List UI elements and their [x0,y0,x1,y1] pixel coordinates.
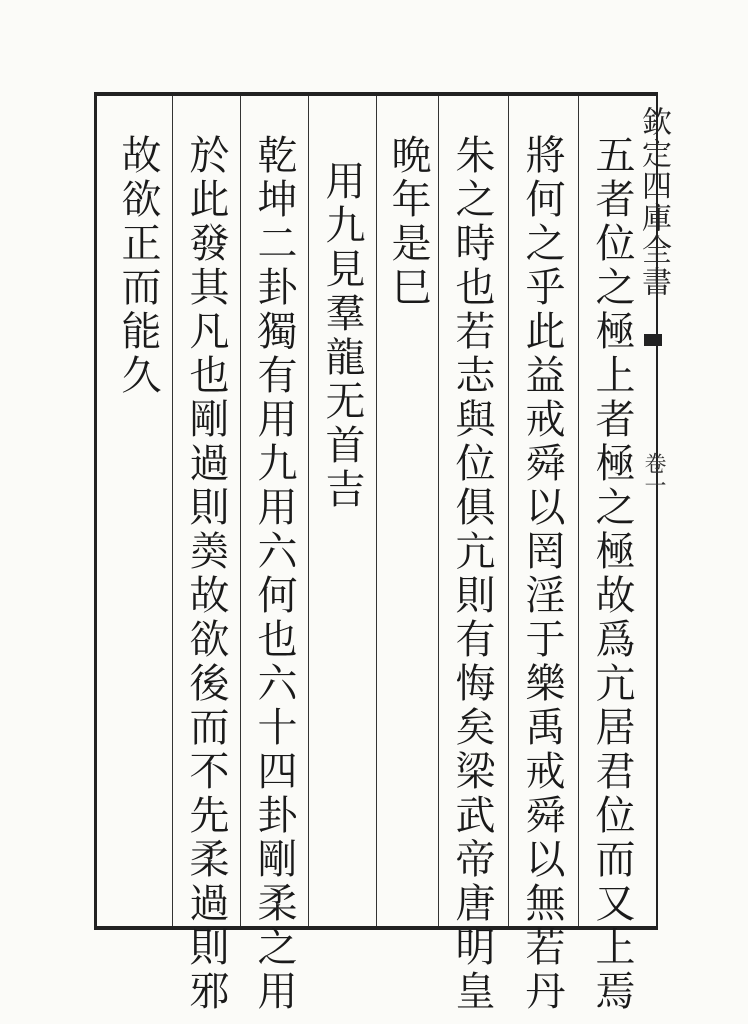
column-rule [376,96,377,926]
column-rule [508,96,509,926]
column-rule [578,96,579,926]
book-title: 欽定四庫全書 [636,106,671,298]
column-rule [240,96,241,926]
column-text: 晩年是巳 [385,134,431,310]
column-text: 故欲正而能久 [115,134,161,398]
column-text: 五者位之極上者極之極故爲亢居君位而又上焉 [589,134,635,1014]
text-column [176,100,236,1014]
text-column [108,100,168,920]
text-column [312,100,372,920]
column-rule [308,96,309,926]
column-text: 朱之時也若志與位俱亢則有悔矣梁武帝唐明皇 [449,134,495,1014]
column-rule [172,96,173,926]
text-column [582,100,642,1014]
column-text: 於此發其凡也剛過則𡙡故欲後而不先柔過則邪 [183,134,229,1014]
chapter-label: 卷一 [641,452,666,496]
column-text: 用九見羣龍无首吉 [319,160,365,512]
text-column [378,100,438,920]
column-text: 將何之乎此益戒舜以罔淫于樂禹戒舜以無若丹 [519,134,565,1014]
fishtail-mark [644,334,662,346]
column-rule [438,96,439,926]
text-column [442,100,502,1014]
text-column [244,100,304,1014]
text-column [512,100,572,1014]
column-text: 乾坤二卦獨有用九用六何也六十四卦剛柔之用 [251,134,297,1014]
